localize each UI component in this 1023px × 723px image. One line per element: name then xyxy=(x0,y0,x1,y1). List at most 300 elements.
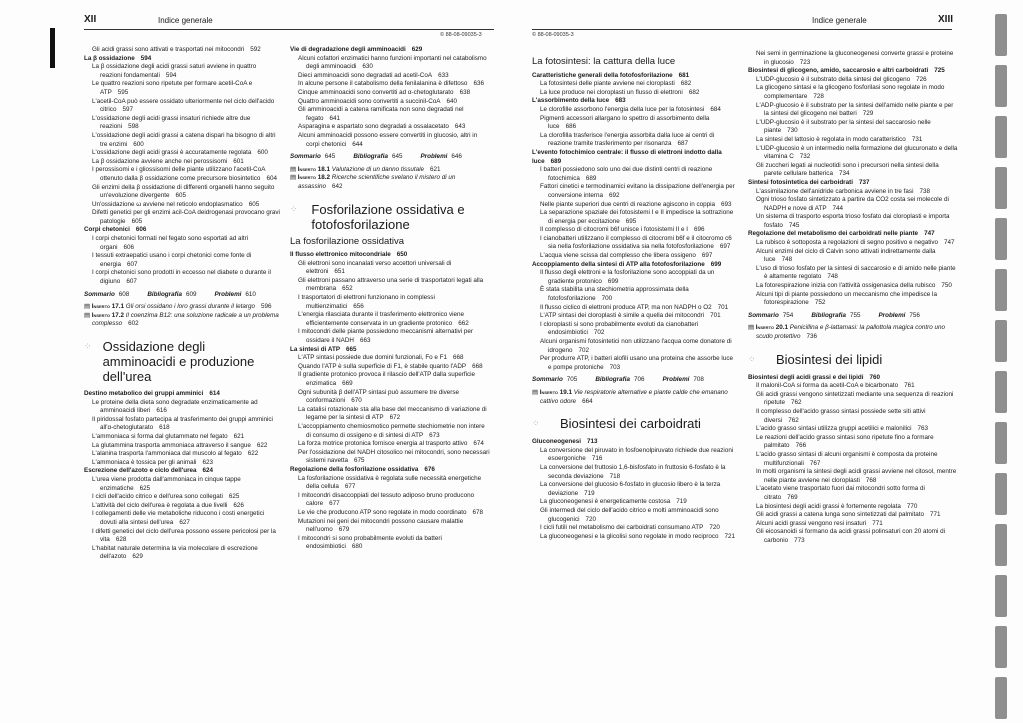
toc-entry[interactable] xyxy=(290,277,490,294)
entry-page-number: 605 xyxy=(248,200,260,208)
entry-title: Destino metabolico dei gruppi amminici xyxy=(84,390,204,397)
entry-title: Gli elettroni sono incanalati verso accettori universali di elettroni xyxy=(298,259,452,276)
entry-page-number: 651 xyxy=(334,268,345,276)
toc-section-heading[interactable] xyxy=(84,226,280,235)
problems-link-page: 756 xyxy=(909,311,920,319)
toc-entry[interactable] xyxy=(532,235,737,252)
toc-entry[interactable] xyxy=(84,450,280,459)
toc-entry[interactable] xyxy=(290,132,490,149)
entry-page-number: 630 xyxy=(362,63,373,71)
entry-title: L'acqua viene scissa dal complesso che libera ossigeno xyxy=(540,252,696,260)
entry-page-number: 669 xyxy=(342,380,353,387)
toc-entry[interactable] xyxy=(84,528,280,545)
page-number: XIII xyxy=(938,14,954,25)
entry-page-number: 769 xyxy=(787,493,798,501)
toc-entry[interactable] xyxy=(532,209,737,226)
entry-title: Gli enzimi della β ossidazione di differenti organelli hanno seguito un'evoluzione divergente xyxy=(92,183,275,200)
insert-icon: ▤ xyxy=(84,311,92,319)
bibliography-link[interactable]: Bibliografia xyxy=(595,376,630,384)
entry-page-number: 768 xyxy=(865,476,877,484)
entry-page-number: 606 xyxy=(123,243,135,251)
entry-page-number: 734 xyxy=(838,170,850,178)
toc-entry[interactable] xyxy=(290,55,490,72)
entry-page-number: 703 xyxy=(609,363,621,371)
toc-entry[interactable] xyxy=(290,535,490,552)
toc-entry[interactable] xyxy=(748,291,958,308)
edge-tab xyxy=(995,473,1007,515)
toc-entry[interactable] xyxy=(748,213,958,230)
entry-page-number: 720 xyxy=(585,515,597,523)
edge-tab xyxy=(995,65,1007,107)
chapter-title[interactable] xyxy=(84,339,280,384)
insert-label: Inserto 17.2 xyxy=(91,311,125,319)
toc-entry[interactable] xyxy=(290,328,490,345)
entry-title: Le proteine della dieta sono degradate enzimaticamente ad amminoacidi liberi xyxy=(92,398,258,415)
toc-entry[interactable] xyxy=(84,433,280,442)
toc-entry[interactable] xyxy=(532,355,737,372)
entry-title: I difetti genetici del ciclo dell'urea possono essere pericolosi per la vita xyxy=(92,527,276,544)
entry-title: Alcuni enzimi del ciclo di Calvin sono attivati indirettamente dalla luce xyxy=(756,247,936,264)
toc-entry[interactable] xyxy=(748,76,958,85)
toc-entry[interactable] xyxy=(748,239,958,248)
entry-page-number: 699 xyxy=(710,260,722,268)
toc-entry[interactable] xyxy=(290,80,490,89)
entry-page-number: 699 xyxy=(607,277,619,285)
edge-tab xyxy=(995,575,1007,617)
toc-entry[interactable] xyxy=(84,46,280,55)
entry-title: È stata stabilita una stechiometria approssimata della fotofosforilazione xyxy=(540,286,689,303)
entry-page-number: 633 xyxy=(438,71,449,79)
toc-entry[interactable] xyxy=(532,524,737,533)
toc-entry[interactable] xyxy=(84,209,280,226)
entry-page-number: 592 xyxy=(250,46,261,53)
toc-section-heading[interactable] xyxy=(748,67,958,76)
entry-page-number: 719 xyxy=(676,498,687,506)
entry-title: La fotosintesi delle piante avviene nei cloroplasti xyxy=(540,80,675,88)
toc-entry[interactable] xyxy=(84,201,280,210)
toc-entry[interactable] xyxy=(532,338,737,355)
edge-tab xyxy=(995,167,1007,209)
toc-entry[interactable] xyxy=(748,282,958,291)
chapter-number-icon: ⁘ xyxy=(748,353,756,364)
toc-entry[interactable] xyxy=(748,468,958,485)
toc-entry[interactable] xyxy=(290,72,490,81)
entry-page-number: 701 xyxy=(717,303,729,311)
insert-icon: ▤ xyxy=(290,165,298,173)
toc-entry[interactable] xyxy=(748,382,958,391)
toc-entry[interactable] xyxy=(748,265,958,282)
toc-entry[interactable] xyxy=(290,371,490,388)
problems-link[interactable]: Problemi xyxy=(420,153,448,161)
entry-page-number: 676 xyxy=(424,465,435,473)
entry-title: I mitocondri delle piante possiedono meccanismi alternativi per ossidare il NADH xyxy=(298,328,474,345)
toc-entry[interactable] xyxy=(748,188,958,197)
insert-icon: ▤ xyxy=(748,324,756,332)
entry-page-number: 697 xyxy=(719,243,731,251)
box-insert-entry[interactable] xyxy=(748,324,958,341)
header-rule xyxy=(84,29,494,30)
toc-entry[interactable] xyxy=(532,226,737,235)
toc-entry[interactable] xyxy=(84,252,280,269)
toc-entry[interactable] xyxy=(84,184,280,201)
entry-page-number: 750 xyxy=(941,282,952,290)
entry-title: Il flusso ciclico di elettroni produce ATP, ma non NADPH o O2 xyxy=(540,303,712,311)
toc-entry[interactable] xyxy=(290,449,490,466)
box-insert-entry[interactable] xyxy=(84,303,280,312)
box-insert-entry[interactable] xyxy=(290,174,490,191)
entry-title: La β ossidazione xyxy=(84,54,135,62)
toc-entry[interactable] xyxy=(84,545,280,562)
entry-title: L'ossidazione degli acidi grassi insaturi richiede altre due reazioni xyxy=(92,114,251,131)
entry-page-number: 650 xyxy=(396,251,408,259)
entry-title: Dieci amminoacidi sono degradati ad acetil-CoA xyxy=(298,71,433,79)
entry-page-number: 702 xyxy=(578,346,590,354)
toc-entry[interactable] xyxy=(532,201,737,210)
toc-entry[interactable] xyxy=(290,518,490,535)
toc-section-heading[interactable] xyxy=(748,374,958,383)
toc-entry[interactable] xyxy=(290,98,490,107)
toc-entry[interactable] xyxy=(532,464,737,481)
entry-title: Biosintesi degli acidi grassi e dei lipidi xyxy=(748,373,864,381)
toc-entry[interactable] xyxy=(748,528,958,545)
edge-tab xyxy=(995,524,1007,566)
box-insert-entry[interactable] xyxy=(290,166,490,175)
toc-entry[interactable] xyxy=(84,476,280,493)
toc-entry[interactable] xyxy=(290,294,490,311)
toc-entry[interactable] xyxy=(532,166,737,183)
toc-entry[interactable] xyxy=(748,485,958,502)
entry-page-number: 689 xyxy=(550,157,562,165)
entry-page-number: 683 xyxy=(615,97,626,105)
toc-entry[interactable] xyxy=(84,63,280,80)
entry-title: La rubisco è sottoposta a regolazioni di segno positivo e negativo xyxy=(756,239,939,247)
toc-entry[interactable] xyxy=(748,425,958,434)
entry-page-number: 618 xyxy=(159,424,170,432)
entry-page-number: 597 xyxy=(122,106,133,114)
toc-entry[interactable] xyxy=(290,440,490,449)
bibliography-link[interactable]: Bibliografia xyxy=(147,290,182,298)
toc-entry[interactable] xyxy=(84,502,280,511)
entry-page-number: 606 xyxy=(135,226,147,234)
toc-entry[interactable] xyxy=(84,98,280,115)
summary-link-page: 754 xyxy=(782,311,794,319)
insert-page: 664 xyxy=(582,397,593,405)
bibliography-link[interactable]: Bibliografia xyxy=(353,153,388,161)
toc-entry[interactable] xyxy=(84,399,280,416)
toc-entry[interactable] xyxy=(290,492,490,509)
toc-entry[interactable] xyxy=(532,481,737,498)
toc-entry[interactable] xyxy=(748,451,958,468)
toc-section-heading[interactable] xyxy=(532,72,737,81)
entry-page-number: 773 xyxy=(794,536,805,544)
toc-entry[interactable] xyxy=(748,145,958,162)
toc-entry[interactable] xyxy=(84,269,280,286)
entry-page-number: 732 xyxy=(799,153,811,161)
entry-page-number: 719 xyxy=(584,489,595,497)
toc-entry[interactable] xyxy=(748,50,958,67)
entry-title: La forza motrice protonica fornisce energia al trasporto attivo xyxy=(298,440,468,448)
entry-page-number: 770 xyxy=(906,502,918,510)
entry-page-number: 682 xyxy=(688,88,700,96)
entry-title: Alcuni organismi fotosintetici non utilizzano l'acqua come donatore di idrogeno xyxy=(540,338,732,354)
entry-page-number: 700 xyxy=(601,295,613,303)
toc-entry[interactable] xyxy=(290,423,490,440)
entry-page-number: 730 xyxy=(787,127,798,135)
entry-page-number: 737 xyxy=(858,178,870,186)
insert-label: Inserto 19.1 xyxy=(539,388,573,396)
toc-section-heading[interactable] xyxy=(84,390,280,399)
entry-title: La glutammina trasporta ammoniaca attraverso il sangue xyxy=(92,441,251,449)
toc-entry[interactable] xyxy=(290,106,490,123)
entry-title: Alcuni tipi di piante possiedono un meccanismo che impedisce la fotorespirazione xyxy=(756,290,937,307)
toc-entry[interactable] xyxy=(748,408,958,425)
toc-entry[interactable] xyxy=(748,196,958,213)
toc-entry[interactable] xyxy=(84,115,280,132)
toc-section-heading[interactable] xyxy=(84,467,280,476)
entry-title: I cicli futili nel metabolismo dei carboidrati consumano ATP xyxy=(540,524,704,532)
insert-page: 596 xyxy=(260,303,272,311)
toc-entry[interactable] xyxy=(748,84,958,101)
toc-entry[interactable] xyxy=(748,162,958,179)
chapter-title-text: Ossidazione degli amminoacidi e produzione dell'urea xyxy=(102,339,255,384)
entry-title: Accoppiamento della sintesi di ATP alla fotofosforilazione xyxy=(532,260,705,268)
toc-entry[interactable] xyxy=(84,416,280,433)
toc-entry[interactable] xyxy=(532,132,737,149)
entry-title: L'ATP sintasi possiede due domini funzionali, Fo e F1 xyxy=(298,354,448,362)
bibliography-link[interactable]: Bibliografia xyxy=(811,311,846,319)
entry-title: Quattro amminoacidi sono convertiti a succinil-CoA xyxy=(298,97,441,105)
entry-title: Regolazione del metabolismo dei carboidrati nelle piante xyxy=(748,230,919,238)
entry-title: Vie di degradazione degli amminoacidi xyxy=(290,46,406,53)
toc-entry[interactable] xyxy=(532,80,737,89)
toc-section-heading[interactable] xyxy=(532,149,737,166)
toc-entry[interactable] xyxy=(532,183,737,200)
entry-title: La catalisi rotazionale sta alla base del meccanismo di variazione di legame per la sintesi di ATP xyxy=(298,405,487,422)
toc-section-heading[interactable] xyxy=(748,230,958,239)
toc-entry[interactable] xyxy=(532,252,737,261)
problems-link-page: 646 xyxy=(451,153,462,161)
toc-section-heading[interactable] xyxy=(290,346,490,355)
entry-title: Il flusso degli elettroni e la fosforilazione sono accoppiati da un gradiente protonico xyxy=(540,269,715,285)
summary-link[interactable]: Sommario xyxy=(748,311,779,319)
problems-link[interactable]: Problemi xyxy=(214,290,242,298)
toc-entry[interactable] xyxy=(532,89,737,98)
toc-entry[interactable] xyxy=(84,235,280,252)
toc-entry[interactable] xyxy=(84,149,280,158)
toc-entry[interactable] xyxy=(532,447,737,464)
entry-page-number: 696 xyxy=(694,226,705,234)
chapter-title[interactable] xyxy=(748,352,958,368)
insert-page: 642 xyxy=(332,182,343,190)
toc-entry[interactable] xyxy=(84,442,280,451)
insert-title: Il coenzima B12: una soluzione radicale a un problema complesso xyxy=(92,311,279,328)
toc-entry[interactable] xyxy=(532,321,737,338)
toc-entry[interactable] xyxy=(290,363,490,372)
entry-page-number: 729 xyxy=(862,110,874,118)
toc-entry[interactable] xyxy=(532,312,737,321)
toc-entry[interactable] xyxy=(84,459,280,468)
entry-title: L'UDP-glucosio è il substrato della sintesi del glicogeno xyxy=(756,75,911,83)
chapter-title-text: Biosintesi dei carboidrati xyxy=(560,416,701,432)
bibliography-link-page: 645 xyxy=(391,153,403,161)
entry-page-number: 762 xyxy=(791,399,802,407)
toc-entry[interactable] xyxy=(748,503,958,512)
problems-link[interactable]: Problemi xyxy=(662,376,690,384)
entry-title: I batteri possiedono solo uno dei due distinti centri di reazione fotochimica xyxy=(540,166,713,182)
entry-title: La sintesi del lattosio è regolata in modo caratteristico xyxy=(756,135,906,143)
toc-entry[interactable] xyxy=(748,248,958,265)
toc-entry[interactable] xyxy=(290,389,490,406)
entry-page-number: 728 xyxy=(813,92,824,100)
entry-page-number: 663 xyxy=(359,337,371,345)
toc-entry[interactable] xyxy=(748,391,958,408)
entry-title: Caratteristiche generali della fotofosforilazione xyxy=(532,71,673,79)
summary-link[interactable]: Sommario xyxy=(290,153,321,161)
toc-entry[interactable] xyxy=(290,406,490,423)
toc-entry[interactable] xyxy=(532,115,737,132)
toc-entry[interactable] xyxy=(748,136,958,145)
entry-title: Gluconeogenesi xyxy=(532,438,581,446)
entry-title: La β ossidazione avviene anche nei perossisomi xyxy=(92,157,228,165)
entry-page-number: 767 xyxy=(809,459,821,467)
toc-entry[interactable] xyxy=(84,158,280,167)
entry-title: La sintesi di ATP xyxy=(290,345,341,353)
edge-tab xyxy=(995,320,1007,362)
entry-page-number: 678 xyxy=(472,508,484,516)
entry-page-number: 629 xyxy=(411,46,423,53)
entry-page-number: 752 xyxy=(814,299,826,307)
entry-page-number: 726 xyxy=(916,75,927,83)
summary-link[interactable]: Sommario xyxy=(532,376,563,384)
toc-section-heading[interactable] xyxy=(748,179,958,188)
insert-title: Ricerche scientifiche svelano il mistero di un assassino xyxy=(298,174,456,190)
insert-label: Inserto 18.1 xyxy=(297,165,331,173)
toc-entry[interactable] xyxy=(532,533,737,542)
entry-page-number: 614 xyxy=(209,390,220,397)
toc-entry[interactable] xyxy=(748,511,958,520)
toc-section-heading[interactable] xyxy=(532,261,737,270)
page-number: XII xyxy=(84,14,97,25)
entry-title: Gli amminoacidi a catena ramificata non sono degradati nel fegato xyxy=(298,106,464,122)
chapter-number-icon: ⁘ xyxy=(290,203,298,214)
entry-title: Corpi chetonici xyxy=(84,226,130,234)
entry-page-number: 604 xyxy=(266,174,277,182)
entry-title: L'ammoniaca si forma dal glutammato nel fegato xyxy=(92,432,228,440)
entry-title: La gluconeogenesi e la glicolisi sono regolate in modo reciproco xyxy=(540,532,719,540)
entry-page-number: 638 xyxy=(459,88,471,96)
toc-entry[interactable] xyxy=(748,102,958,119)
entry-title: Cinque amminoacidi sono convertiti ad α-chetoglutarato xyxy=(298,88,454,96)
problems-link-page: 708 xyxy=(693,376,704,384)
entry-page-number: 625 xyxy=(228,493,240,501)
toc-section-heading[interactable] xyxy=(532,97,737,106)
chapter-title[interactable] xyxy=(290,202,490,232)
entry-title: La fotorespirazione inizia con l'attività ossigenasica della rubisco xyxy=(756,282,936,290)
toc-entry[interactable] xyxy=(532,304,737,313)
toc-column-2 xyxy=(290,46,490,552)
entry-title: L'accoppiamento chemiosmotico permette stechiometrie non intere di consumo di ossigeno e di sintesi di ATP xyxy=(298,422,485,439)
entry-title: L'ossidazione degli acidi grassi a catena dispari ha bisogno di altri tre enzimi xyxy=(92,131,276,148)
toc-section-heading[interactable] xyxy=(290,251,490,260)
toc-column-3 xyxy=(532,54,737,541)
toc-entry[interactable] xyxy=(84,80,280,97)
toc-entry[interactable] xyxy=(532,498,737,507)
entry-title: Gli intermedi del ciclo dell'acido citrico e molti amminoacidi sono glucogenici xyxy=(540,506,719,523)
toc-entry[interactable] xyxy=(532,507,737,524)
summary-link[interactable]: Sommario xyxy=(84,290,115,298)
toc-entry[interactable] xyxy=(84,493,280,502)
entry-title: La luce produce nei cloroplasti un flusso di elettroni xyxy=(540,88,683,96)
entry-page-number: 673 xyxy=(429,431,440,439)
entry-page-number: 725 xyxy=(934,67,945,75)
toc-entry[interactable] xyxy=(290,311,490,328)
running-head: Indice generale xyxy=(812,16,867,25)
problems-link-page: 610 xyxy=(245,290,256,298)
toc-entry[interactable] xyxy=(290,260,490,277)
chapter-title[interactable] xyxy=(532,416,737,432)
toc-entry[interactable] xyxy=(532,286,737,303)
toc-section-heading[interactable] xyxy=(290,466,490,475)
entry-page-number: 771 xyxy=(872,519,883,527)
toc-section-heading[interactable] xyxy=(532,438,737,447)
toc-section-heading[interactable] xyxy=(84,55,280,64)
chapter-endmatter xyxy=(84,291,280,300)
entry-title: Sintesi fotosintetica dei carboidrati xyxy=(748,178,853,186)
entry-page-number: 680 xyxy=(351,543,363,551)
entry-page-number: 641 xyxy=(329,114,341,122)
entry-page-number: 601 xyxy=(233,157,244,165)
entry-page-number: 687 xyxy=(677,140,689,148)
entry-title: Alcuni acidi grassi vengono resi insaturi xyxy=(756,519,867,527)
toc-entry[interactable] xyxy=(290,475,490,492)
toc-entry[interactable] xyxy=(290,89,490,98)
entry-page-number: 693 xyxy=(721,200,732,208)
entry-page-number: 702 xyxy=(593,329,605,337)
entry-title: La β ossidazione degli acidi grassi saturi avviene in quattro reazioni fondamentali xyxy=(92,63,257,79)
toc-entry[interactable] xyxy=(532,106,737,115)
toc-entry[interactable] xyxy=(84,132,280,149)
toc-entry[interactable] xyxy=(290,354,490,363)
toc-entry[interactable] xyxy=(748,119,958,136)
toc-entry[interactable] xyxy=(84,166,280,183)
entry-page-number: 766 xyxy=(795,442,807,450)
entry-title: La conversione del piruvato in fosfoenolpiruvato richiede due reazioni esoergoniche xyxy=(540,446,734,463)
entry-title: L'uso di trioso fosfato per la sintesi di saccarosio e di amido nelle piante è altamente regolato xyxy=(756,264,956,281)
entry-title: Ogni trioso fosfato sintetizzato a partire da CO2 costa sei molecole di NADPH e nove di ATP xyxy=(756,196,949,212)
entry-title: Quando l'ATP è sulla superficie di F1, è stabile quanto l'ADP xyxy=(298,362,467,370)
box-insert-entry[interactable] xyxy=(532,389,737,406)
toc-entry[interactable] xyxy=(84,510,280,527)
entry-page-number: 763 xyxy=(917,425,929,433)
box-insert-entry[interactable] xyxy=(84,312,280,329)
entry-title: Alcuni amminoacidi possono essere convertiti in glucosio, altri in corpi chetonici xyxy=(298,131,478,148)
entry-title: Biosintesi di glicogeno, amido, saccarosio e altri carboidrati xyxy=(748,67,929,75)
entry-page-number: 762 xyxy=(788,416,799,424)
entry-page-number: 760 xyxy=(869,373,880,381)
toc-entry[interactable] xyxy=(748,434,958,451)
toc-entry[interactable] xyxy=(290,123,490,132)
toc-section-heading[interactable] xyxy=(290,46,490,55)
toc-entry[interactable] xyxy=(532,269,737,286)
entry-page-number: 652 xyxy=(342,285,353,293)
entry-title: I cianobatteri utilizzano il complesso di citocromi b6f e il citocromo c6 sia nella fosforilazione ossidativa sia nella fotofosforilazione xyxy=(540,234,732,251)
entry-title: La fosforilazione ossidativa è regolata sulle necessità energetiche della cellula xyxy=(298,474,482,491)
toc-entry[interactable] xyxy=(290,509,490,518)
entry-page-number: 595 xyxy=(117,88,129,96)
entry-page-number: 716 xyxy=(591,455,603,463)
problems-link[interactable]: Problemi xyxy=(878,311,906,319)
toc-entry[interactable] xyxy=(748,520,958,529)
